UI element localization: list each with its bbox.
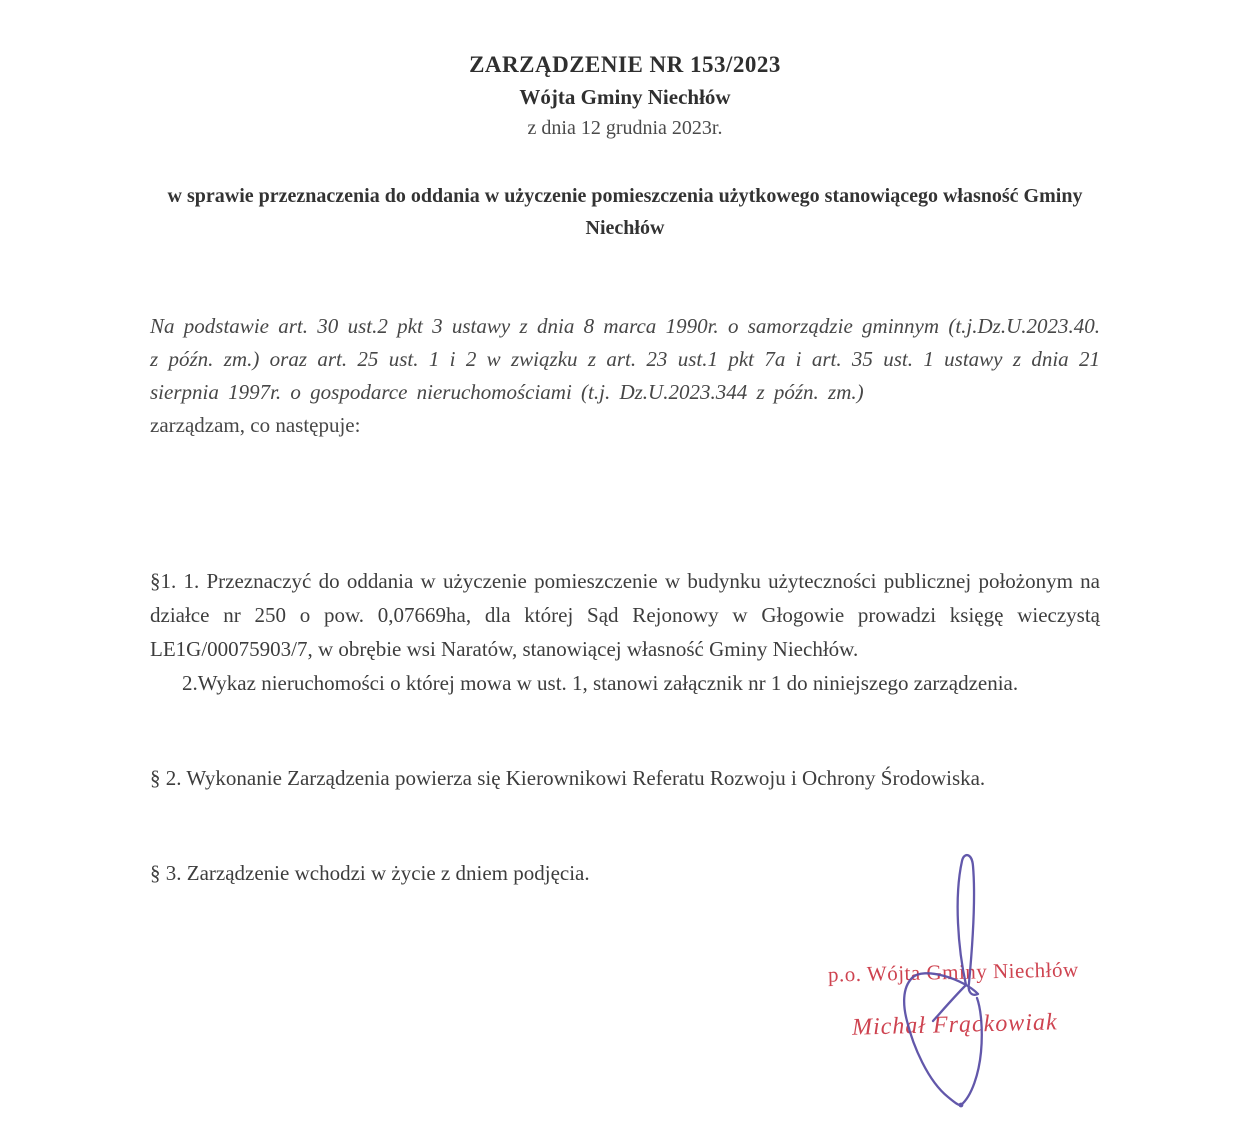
document-body <box>150 0 1100 890</box>
ordinance-subject: w sprawie przeznaczenia do oddania w użyczenie pomieszczenia użytkowego stanowiącego własność Gminy Niechłów <box>167 185 1083 239</box>
document-header <box>150 52 1100 140</box>
legal-basis-text: Na podstawie art. 30 ust.2 pkt 3 ustawy z dnia 8 marca 1990r. o samorządzie gminnym (t.j.Dz.U.2023.40. z późn. zm.) oraz art. 25 ust. 1 i 2 w związku z art. 23 ust.1 pkt 7a i art. 35 ust. 1 ustawy z dnia 21 sierpnia 1997r. o gospodarce nieruchomościami (t.j. Dz.U.2023.344 z późn. zm.) <box>150 314 1100 404</box>
section-1-paragraph-2: 2.Wykaz nieruchomości o której mowa w ust. 1, stanowi załącznik nr 1 do niniejszego zarządzenia. <box>182 671 1019 695</box>
section-1-paragraph-1: §1. 1. Przeznaczyć do oddania w użyczenie pomieszczenie w budynku użyteczności publicznej położonym na działce nr 250 o pow. 0,07669ha, dla której Sąd Rejonowy w Głogowie prowadzi księgę wieczystą LE1G/00075903/7, w obrębie wsi Naratów, stanowiącej własność Gminy Niechłów. <box>150 569 1100 661</box>
stamp-role-text: p.o. Wójta Gminy Niechłów <box>827 957 1079 987</box>
preamble-closing: zarządzam, co następuje: <box>150 413 361 437</box>
section-1 <box>150 564 1100 700</box>
handwritten-signature-icon <box>888 845 1020 1127</box>
section-2: § 2. Wykonanie Zarządzenia powierza się Kierownikowi Referatu Rozwoju i Ochrony Środowiska. <box>150 766 986 790</box>
stamp-name-text: Michał Frąckowiak <box>851 1009 1058 1041</box>
issue-date: z dnia 12 grudnia 2023r. <box>527 117 723 139</box>
issuing-authority: Wójta Gminy Niechłów <box>519 85 731 109</box>
ordinance-number-title: ZARZĄDZENIE NR 153/2023 <box>469 52 781 77</box>
legal-preamble <box>150 310 1100 442</box>
section-3: § 3. Zarządzenie wchodzi w życie z dniem podjęcia. <box>150 861 590 885</box>
